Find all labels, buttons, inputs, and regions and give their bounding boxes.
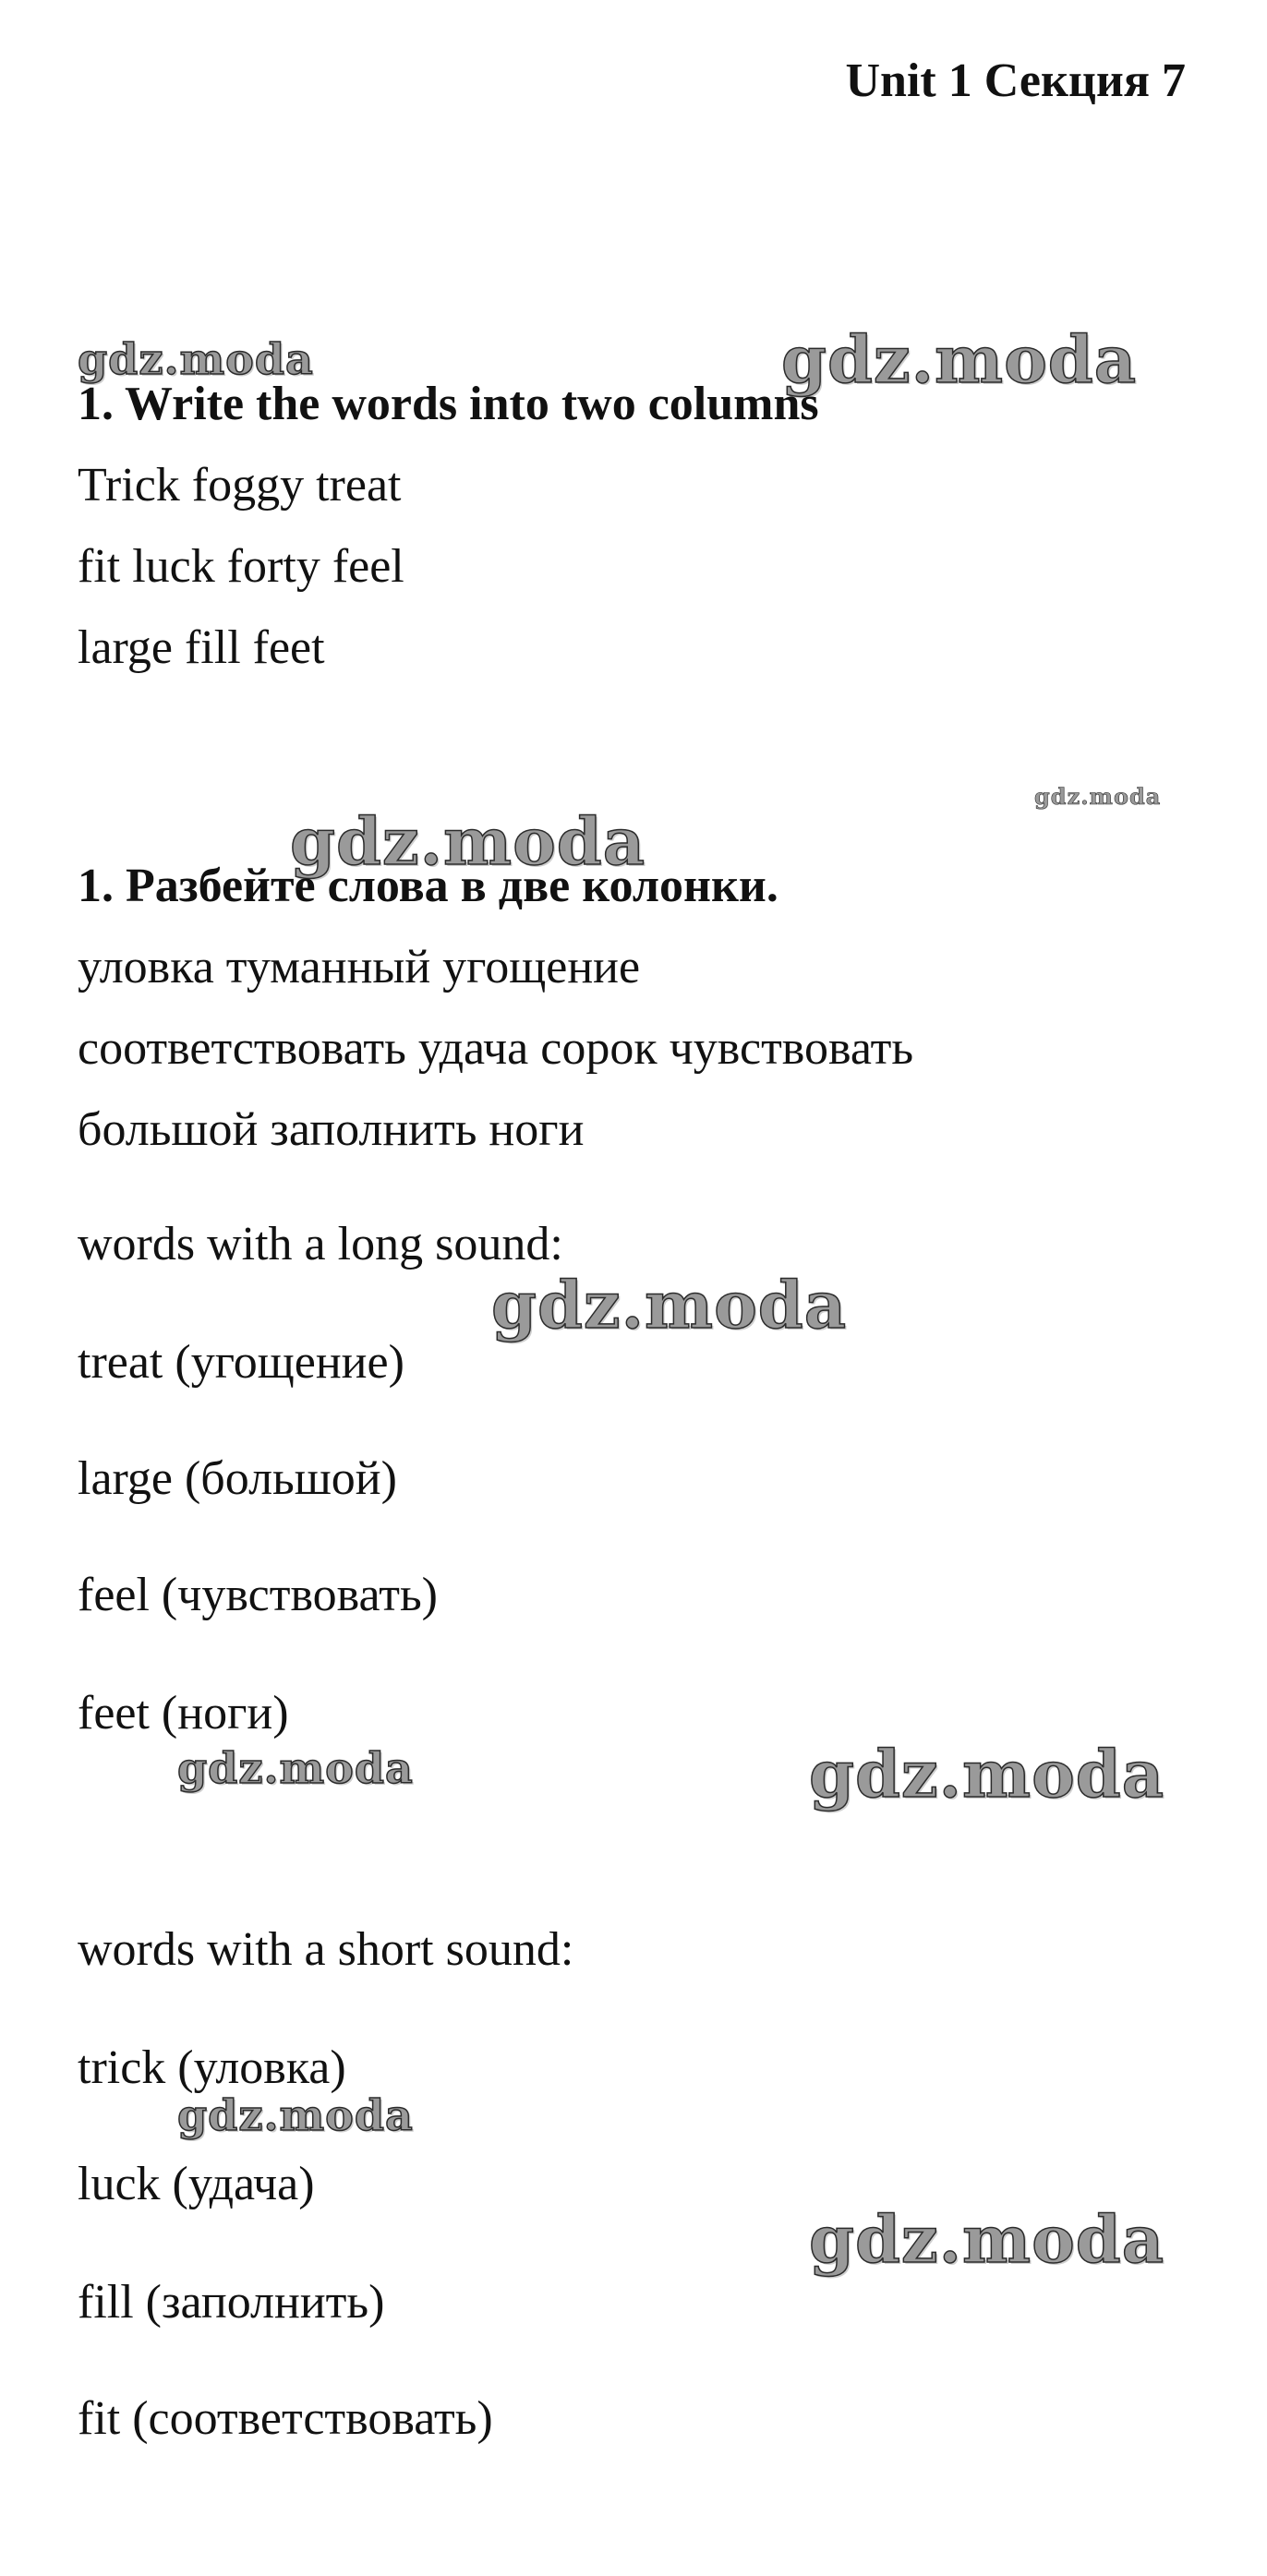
long-sound-item: treat (угощение) xyxy=(78,1336,404,1389)
task-line-ru: соответствовать удача сорок чувствовать xyxy=(78,1022,914,1075)
watermark: gdz.moda xyxy=(177,2090,414,2140)
watermark: gdz.moda xyxy=(177,1743,414,1793)
short-sound-item: trick (уловка) xyxy=(78,2041,346,2094)
short-sound-item: luck (удача) xyxy=(78,2158,315,2210)
task-heading-en: 1. Write the words into two columns xyxy=(78,378,819,430)
short-sound-label: words with a short sound: xyxy=(78,1923,574,1976)
long-sound-item: feet (ноги) xyxy=(78,1687,289,1739)
task-heading-ru: 1. Разбейте слова в две колонки. xyxy=(78,860,778,912)
task-line-en: large fill feet xyxy=(78,621,325,674)
watermark: gdz.moda xyxy=(781,321,1138,398)
watermark: gdz.moda xyxy=(1034,783,1162,810)
task-line-ru: большой заполнить ноги xyxy=(78,1103,585,1156)
long-sound-item: large (большой) xyxy=(78,1452,397,1505)
watermark: gdz.moda xyxy=(78,334,314,384)
task-line-en: Trick foggy treat xyxy=(78,459,402,512)
watermark: gdz.moda xyxy=(290,803,646,880)
watermark: gdz.moda xyxy=(809,1736,1165,1812)
short-sound-item: fit (соответствовать) xyxy=(78,2392,493,2445)
page-title: Unit 1 Секция 7 xyxy=(845,54,1186,107)
long-sound-label: words with a long sound: xyxy=(78,1218,563,1270)
long-sound-item: feel (чувствовать) xyxy=(78,1569,438,1621)
task-line-en: fit luck forty feel xyxy=(78,540,404,593)
short-sound-item: fill (заполнить) xyxy=(78,2276,385,2329)
watermark: gdz.moda xyxy=(809,2201,1165,2278)
task-line-ru: уловка туманный угощение xyxy=(78,941,641,993)
watermark: gdz.moda xyxy=(491,1267,848,1343)
